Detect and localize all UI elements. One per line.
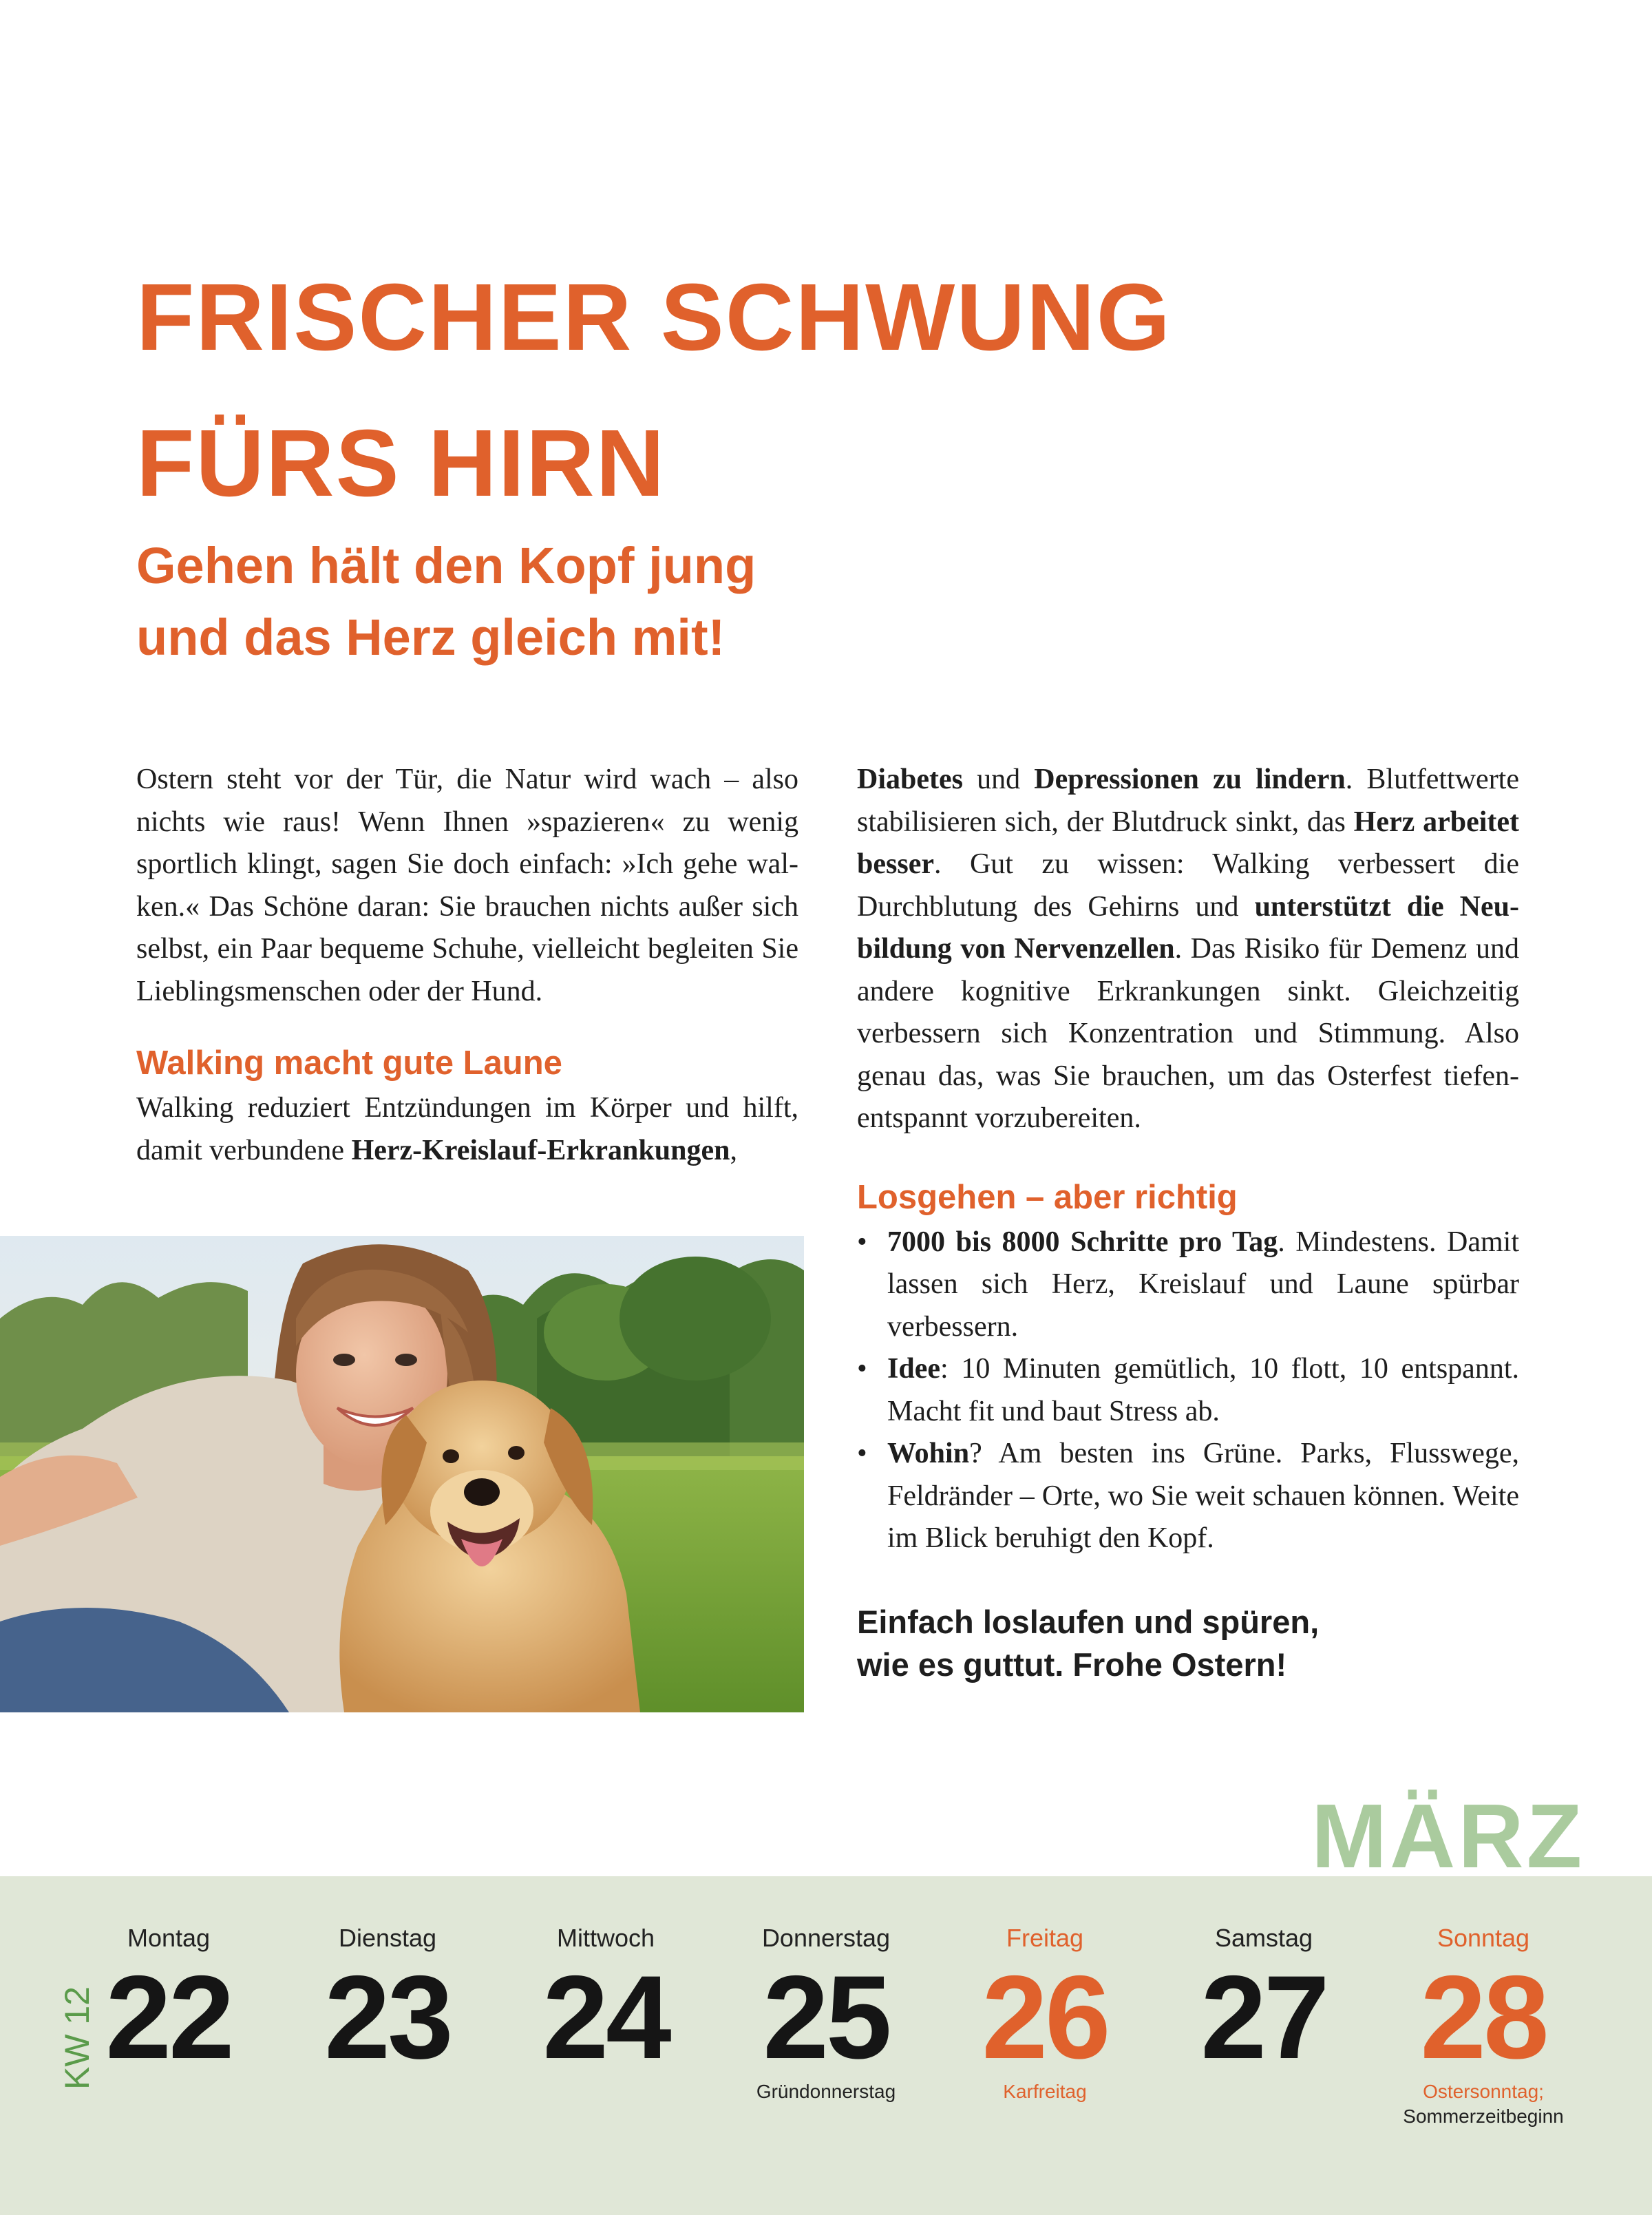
bold-depression: Depressionen zu lindern: [1034, 764, 1346, 795]
day-number: 22: [105, 1951, 232, 2083]
holiday-note: Ostersonntag;: [1423, 2081, 1544, 2102]
list-item: [857, 1348, 1519, 1433]
month-label: MÄRZ: [1311, 1785, 1585, 1887]
walking-heading: Walking macht gute Laune: [136, 1044, 562, 1082]
woman-with-dog-photo: [0, 1236, 804, 1712]
intro-paragraph: Ostern steht vor der Tür, die Natur wird wach – also nichts wie raus! Wenn Ihnen »spazieren« zu wenig sportlich klingt, sagen Sie doch einfach: »Ich gehe walken.« Das Schöne daran: Sie brauchen nichts außer sich selbst, ein Paar bequeme Schuhe, vielleicht begleiten Sie Lieblingsmenschen oder der Hund.: [136, 764, 798, 1007]
text-2: . Blutfettwerte stabilisieren sich, der Blutdruck sinkt, das: [857, 764, 1519, 838]
day-name: Sonntag: [1437, 1924, 1530, 1952]
tip-bold: 7000 bis 8000 Schritte pro Tag: [887, 1226, 1278, 1258]
subtitle-line-1: Gehen hält den Kopf jung: [136, 537, 756, 594]
tip-bold: Wohin: [887, 1438, 970, 1469]
text-1: und: [962, 764, 1035, 795]
calendar-day-saturday: [1161, 1921, 1367, 2083]
day-number: 23: [324, 1951, 451, 2083]
day-name: Donnerstag: [761, 1924, 891, 1952]
holiday-note: Gründonnerstag: [756, 2081, 896, 2102]
day-number: 26: [982, 1951, 1108, 2083]
subtitle-line-2: und das Herz gleich mit!: [136, 609, 726, 666]
tip-text: : 10 Minuten gemütlich, 10 flott, 10 entspannt. Macht fit und baut Stress ab.: [887, 1353, 1519, 1427]
closing-line-2: wie es guttut. Frohe Ostern!: [857, 1646, 1287, 1683]
walking-paragraph: [136, 1087, 798, 1172]
day-name: Dienstag: [338, 1924, 437, 1952]
bold-heart: Herz arbeitet besser: [857, 806, 1519, 880]
calendar-day-thursday: [723, 1921, 929, 2104]
walking-bold: Herz-Kreislauf-Erkrankungen: [351, 1134, 730, 1166]
day-number: 28: [1420, 1951, 1547, 2083]
day-name: Samstag: [1214, 1924, 1313, 1952]
tips-list: [857, 1221, 1519, 1560]
day-number: 24: [542, 1951, 669, 2083]
calendar-day-monday: [65, 1921, 272, 2083]
closing-statement: [857, 1601, 1319, 1686]
right-column: [857, 759, 1519, 1560]
calendar-day-tuesday: [284, 1921, 491, 2083]
title-line-1: FRISCHER SCHWUNG: [136, 264, 1172, 370]
closing-line-1: Einfach loslaufen und spüren,: [857, 1604, 1320, 1640]
title-line-2: FÜRS HIRN: [136, 410, 666, 516]
calendar-day-friday: [942, 1921, 1148, 2104]
calendar-day-wednesday: [502, 1921, 709, 2083]
page-title: [136, 244, 1172, 536]
benefits-paragraph: [857, 759, 1519, 1140]
walking-text: Walking reduziert Entzündungen im Körper und hilft, damit verbundene: [136, 1092, 798, 1166]
week-number: KW 12: [58, 1986, 96, 2090]
bold-diabetes: Diabetes: [857, 764, 963, 795]
tip-text: ? Am besten ins Grüne. Parks, Flusswege, Feldränder – Orte, wo Sie weit schauen können. Weite im Blick beruhigt den Kopf.: [887, 1438, 1519, 1554]
day-number: 25: [763, 1951, 889, 2083]
tip-text: . Mindestens. Damit lassen sich Herz, Kreislauf und Laune spürbar verbessern.: [887, 1226, 1519, 1343]
list-item: [857, 1433, 1519, 1560]
walking-end: ,: [730, 1134, 737, 1166]
page-subtitle: [136, 530, 756, 673]
calendar-day-sunday: [1380, 1921, 1587, 2129]
day-name: Mittwoch: [556, 1924, 655, 1952]
text-4: . Das Risiko für Demenz und andere kognitive Erkrankungen sinkt. Gleichzeitig verbessern sich Konzentration und Stimmung. Also genau das, was Sie brauchen, um das Osterfest tiefenentspannt vorzubereiten.: [857, 933, 1519, 1134]
list-item: [857, 1221, 1519, 1349]
holiday-note-2: Sommerzeitbeginn: [1403, 2106, 1564, 2127]
day-name: Montag: [127, 1924, 211, 1952]
left-column: [136, 759, 798, 1172]
day-name: Freitag: [1006, 1924, 1084, 1952]
tip-bold: Idee: [887, 1353, 940, 1385]
holiday-note: Karfreitag: [1003, 2081, 1087, 2102]
bold-neurons: unterstützt die Neubildung von Nervenzellen: [857, 890, 1519, 965]
day-number: 27: [1200, 1951, 1327, 2083]
text-3: . Gut zu wissen: Walking verbessert die Durchblutung des Gehirns und: [857, 848, 1519, 923]
tips-heading: Losgehen – aber richtig: [857, 1178, 1238, 1216]
